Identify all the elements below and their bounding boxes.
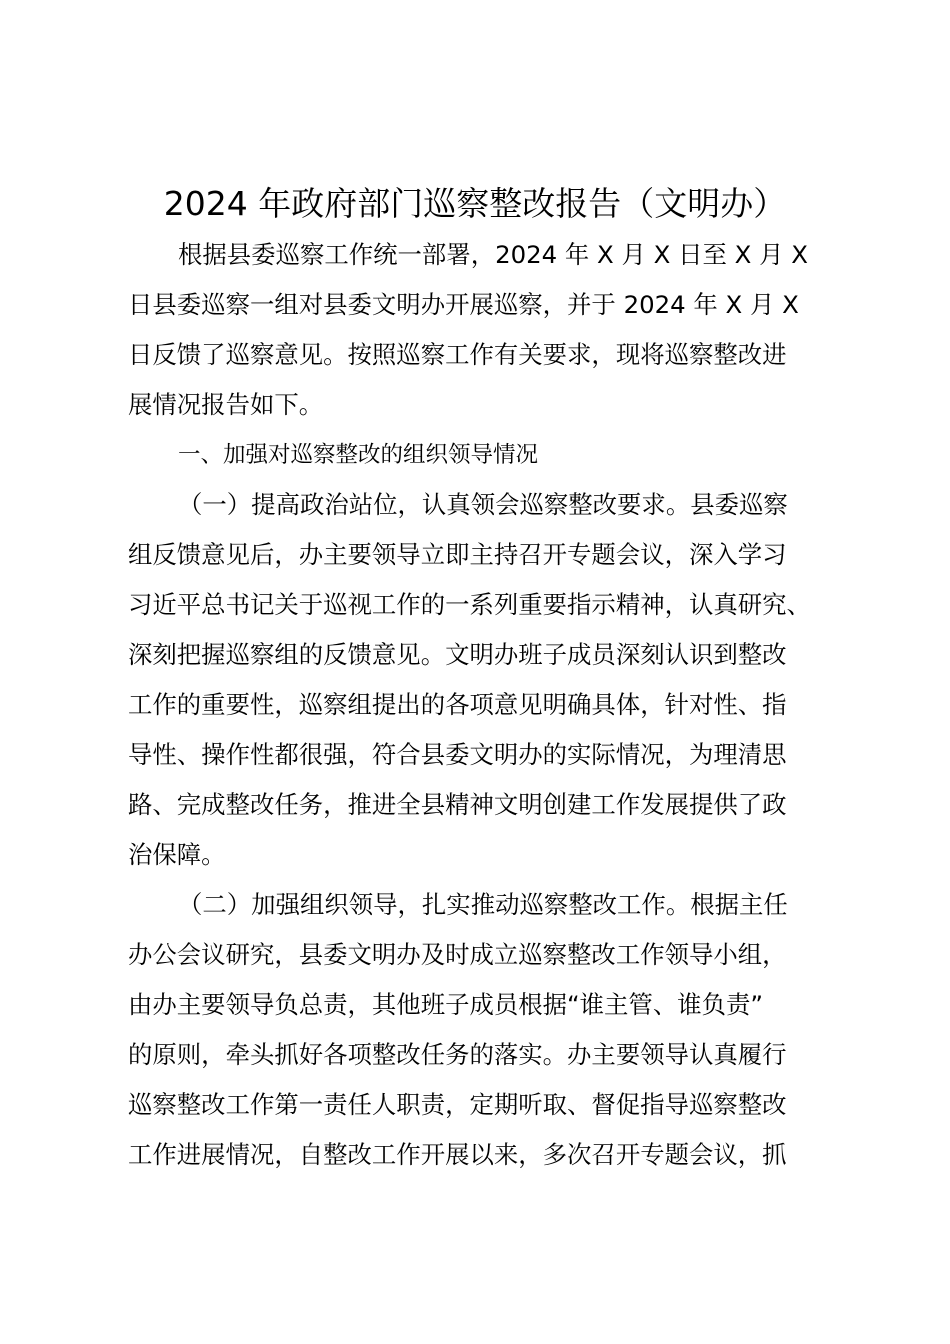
paragraph-line: 习近平总书记关于巡视工作的一系列重要指示精神，认真研究、 [128,590,811,619]
paragraph-line: 展情况报告如下。 [128,390,324,419]
paragraph-line: 工作的重要性，巡察组提出的各项意见明确具体，针对性、指 [128,690,787,719]
section-heading: 一、加强对巡察整改的组织领导情况 [178,442,539,468]
paragraph-line: 办公会议研究，县委文明办及时成立巡察整改工作领导小组， [128,940,787,969]
paragraph-line: 深刻把握巡察组的反馈意见。文明办班子成员深刻认识到整改 [128,640,787,669]
paragraph-line: 导性、操作性都很强，符合县委文明办的实际情况，为理清思 [128,740,787,769]
document-title: 2024 年政府部门巡察整改报告（文明办） [163,184,787,223]
paragraph-line: 路、完成整改任务，推进全县精神文明创建工作发展提供了政 [128,790,787,819]
paragraph-line: （一）提高政治站位，认真领会巡察整改要求。县委巡察 [178,490,788,519]
paragraph-line: 巡察整改工作第一责任人职责，定期听取、督促指导巡察整改 [128,1090,787,1119]
paragraph-line: 日反馈了巡察意见。按照巡察工作有关要求，现将巡察整改进 [128,340,787,369]
paragraph-line: 治保障。 [128,840,226,869]
paragraph-line: （二）加强组织领导，扎实推动巡察整改工作。根据主任 [178,890,788,919]
paragraph-line: 工作进展情况，自整改工作开展以来，多次召开专题会议，抓 [128,1140,787,1169]
paragraph-line: 组反馈意见后，办主要领导立即主持召开专题会议，深入学习 [128,540,787,569]
paragraph-line: 根据县委巡察工作统一部署，2024 年 X 月 X 日至 X 月 X [178,240,808,269]
document-body [128,230,832,1180]
paragraph-line: 日县委巡察一组对县委文明办开展巡察，并于 2024 年 X 月 X [128,290,799,319]
paragraph-line: 由办主要领导负总责，其他班子成员根据“谁主管、谁负责” [128,990,764,1019]
paragraph-line: 的原则，牵头抓好各项整改任务的落实。办主要领导认真履行 [128,1040,787,1069]
